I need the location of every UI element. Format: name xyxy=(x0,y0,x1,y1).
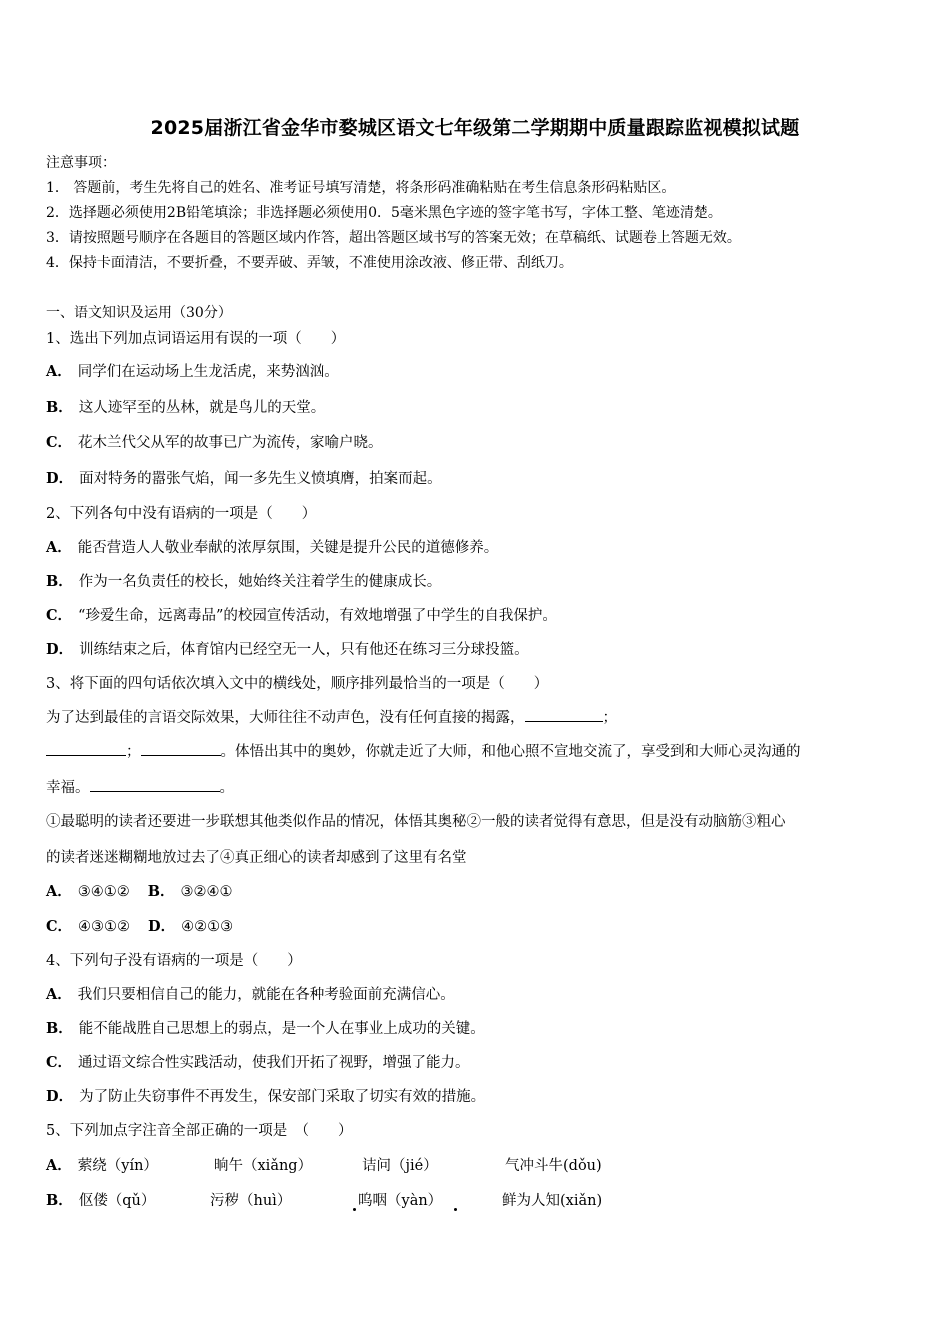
q4-option-b: B． 能不能战胜自己思想上的弱点，是一个人在事业上成功的关键。 xyxy=(46,1020,485,1037)
q4-option-c: C． 通过语文综合性实践活动，使我们开拓了视野，增强了能力。 xyxy=(46,1054,470,1071)
question-5-stem: 5、下列加点字注音全部正确的一项是 （ ） xyxy=(46,1123,353,1139)
answer-blank xyxy=(525,707,603,722)
q2-option-b: B． 作为一名负责任的校长，她始终关注着学生的健康成长。 xyxy=(46,573,442,590)
q5-option-a-label: A． 萦绕（yín） xyxy=(46,1157,158,1174)
q2-option-a: A． 能否营造人人敬业奉献的浓厚氛围，关键是提升公民的道德修养。 xyxy=(46,539,499,556)
note-item: 4．保持卡面清洁，不要折叠，不要弄破、弄皱，不准使用涂改液、修正带、刮纸刀。 xyxy=(46,255,573,271)
q3-sentences-line-2: 的读者迷迷糊糊地放过去了④真正细心的读者却感到了这里有名堂 xyxy=(46,850,467,866)
answer-blank xyxy=(141,741,221,756)
section-heading: 一、语文知识及运用（30分） xyxy=(46,305,232,321)
q5-option-b-item: 污秽（huì） xyxy=(210,1193,292,1209)
q5-option-b-label: B． 伛偻（qǔ） xyxy=(46,1192,156,1209)
q5-option-a-item: 诘问（jié） xyxy=(362,1158,438,1174)
note-item: 2．选择题必须使用2B铅笔填涂；非选择题必须使用0．5毫米黑色字迹的签字笔书写，字体工整、笔迹清楚。 xyxy=(46,205,722,221)
q3-passage-line-1: 为了达到最佳的言语交际效果，大师往往不动声色，没有任何直接的揭露， ； xyxy=(46,706,617,727)
q1-option-d: D． 面对特务的嚣张气焰，闻一多先生义愤填膺，拍案而起。 xyxy=(46,470,442,487)
q2-option-c: C． “珍爱生命，远离毒品”的校园宣传活动，有效地增强了中学生的自我保护。 xyxy=(46,607,557,624)
question-1-stem: 1、选出下列加点词语运用有误的一项（ ） xyxy=(46,331,346,347)
q5-option-b-item: 呜咽（yàn） xyxy=(358,1193,443,1209)
page-title: 2025届浙江省金华市婺城区语文七年级第二学期期中质量跟踪监视模拟试题 xyxy=(150,117,800,139)
notes-heading: 注意事项： xyxy=(46,155,116,171)
q3-passage-line-2: ； 。体悟出其中的奥妙，你就走近了大师，和他心照不宣地交流了，享受到和大师心灵沟通的 xyxy=(46,740,801,761)
emphasis-dot xyxy=(353,1208,356,1211)
question-2-stem: 2、下列各句中没有语病的一项是（ ） xyxy=(46,506,317,522)
q3-options-cd: C． ④③①② D． ④②①③ xyxy=(46,918,234,935)
question-4-stem: 4、下列句子没有语病的一项是（ ） xyxy=(46,953,302,969)
q5-option-b-item: 鲜为人知(xiǎn) xyxy=(502,1193,603,1209)
note-item: 3．请按照题号顺序在各题目的答题区域内作答，超出答题区域书写的答案无效；在草稿纸、试题卷上答题无效。 xyxy=(46,230,741,246)
q3-options-ab: A． ③④①② B． ③②④① xyxy=(46,883,233,900)
note-item: 1． 答题前，考生先将自己的姓名、准考证号填写清楚，将条形码准确粘贴在考生信息条形码粘贴区。 xyxy=(46,180,676,196)
q1-option-c: C． 花木兰代父从军的故事已广为流传，家喻户晓。 xyxy=(46,434,383,451)
q3-passage-line-3: 幸福。 。 xyxy=(46,776,234,797)
question-3-stem: 3、将下面的四句话依次填入文中的横线处，顺序排列最恰当的一项是（ ） xyxy=(46,676,549,692)
q5-option-a-item: 气冲斗牛(dǒu) xyxy=(505,1158,602,1174)
q1-option-a: A． 同学们在运动场上生龙活虎，来势汹汹。 xyxy=(46,363,339,380)
q4-option-a: A． 我们只要相信自己的能力，就能在各种考验面前充满信心。 xyxy=(46,986,455,1003)
emphasis-dot xyxy=(454,1208,457,1211)
q3-sentences-line-1: ①最聪明的读者还要进一步联想其他类似作品的情况，体悟其奥秘②一般的读者觉得有意思，但是没有动脑筋③粗心 xyxy=(46,814,786,830)
q1-option-b: B． 这人迹罕至的丛林，就是鸟儿的天堂。 xyxy=(46,399,326,416)
q5-option-a-item: 晌午（xiǎng） xyxy=(214,1158,313,1174)
answer-blank xyxy=(90,777,220,792)
q2-option-d: D． 训练结束之后，体育馆内已经空无一人，只有他还在练习三分球投篮。 xyxy=(46,641,529,658)
q4-option-d: D． 为了防止失窃事件不再发生，保安部门采取了切实有效的措施。 xyxy=(46,1088,486,1105)
answer-blank xyxy=(46,741,126,756)
